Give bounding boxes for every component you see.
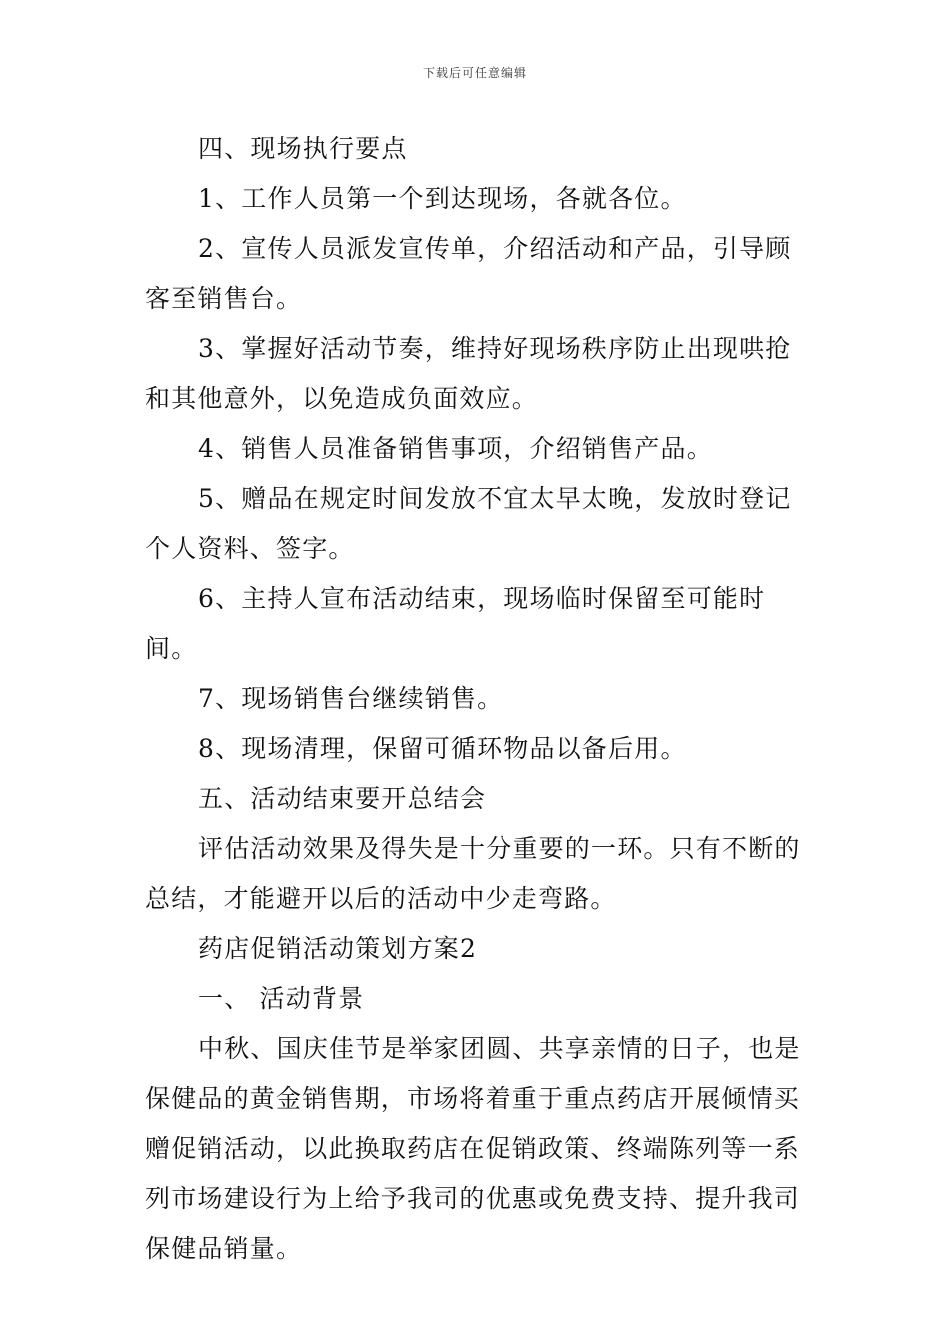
- list-item: 2、宣传人员派发宣传单，介绍活动和产品，引导顾客至销售台。: [145, 234, 792, 313]
- section-heading-execution: 四、现场执行要点: [198, 134, 408, 163]
- body-paragraph: 评估活动效果及得失是十分重要的一环。只有不断的总结，才能避开以后的活动中少走弯路。: [145, 834, 801, 913]
- body-paragraph: 中秋、国庆佳节是举家团圆、共享亲情的日子，也是保健品的黄金销售期，市场将着重于重点药店开展倾情买赠促销活动，以此换取药店在促销政策、终端陈列等一系列市场建设行为上给予我司的优惠或免费支持、提升我司保健品销量。: [145, 1034, 801, 1263]
- list-item: 6、主持人宣布活动结束，现场临时保留至可能时间。: [145, 584, 766, 663]
- document-title: 药店促销活动策划方案2: [198, 934, 478, 963]
- list-item: 5、赠品在规定时间发放不宜太早太晚，发放时登记个人资料、签字。: [145, 484, 792, 563]
- section-heading-summary: 五、活动结束要开总结会: [198, 784, 487, 813]
- list-item: 4、销售人员准备销售事项，介绍销售产品。: [198, 434, 713, 463]
- list-item: 8、现场清理，保留可循环物品以备后用。: [198, 734, 687, 763]
- section-heading-background: 一、 活动背景: [198, 984, 365, 1013]
- list-item: 1、工作人员第一个到达现场，各就各位。: [198, 184, 687, 213]
- document-body: [145, 124, 811, 1274]
- list-item: 3、掌握好活动节奏，维持好现场秩序防止出现哄抢和其他意外，以免造成负面效应。: [145, 334, 792, 413]
- page-header-note: 下载后可任意编辑: [422, 66, 527, 80]
- list-item: 7、现场销售台继续销售。: [198, 684, 504, 713]
